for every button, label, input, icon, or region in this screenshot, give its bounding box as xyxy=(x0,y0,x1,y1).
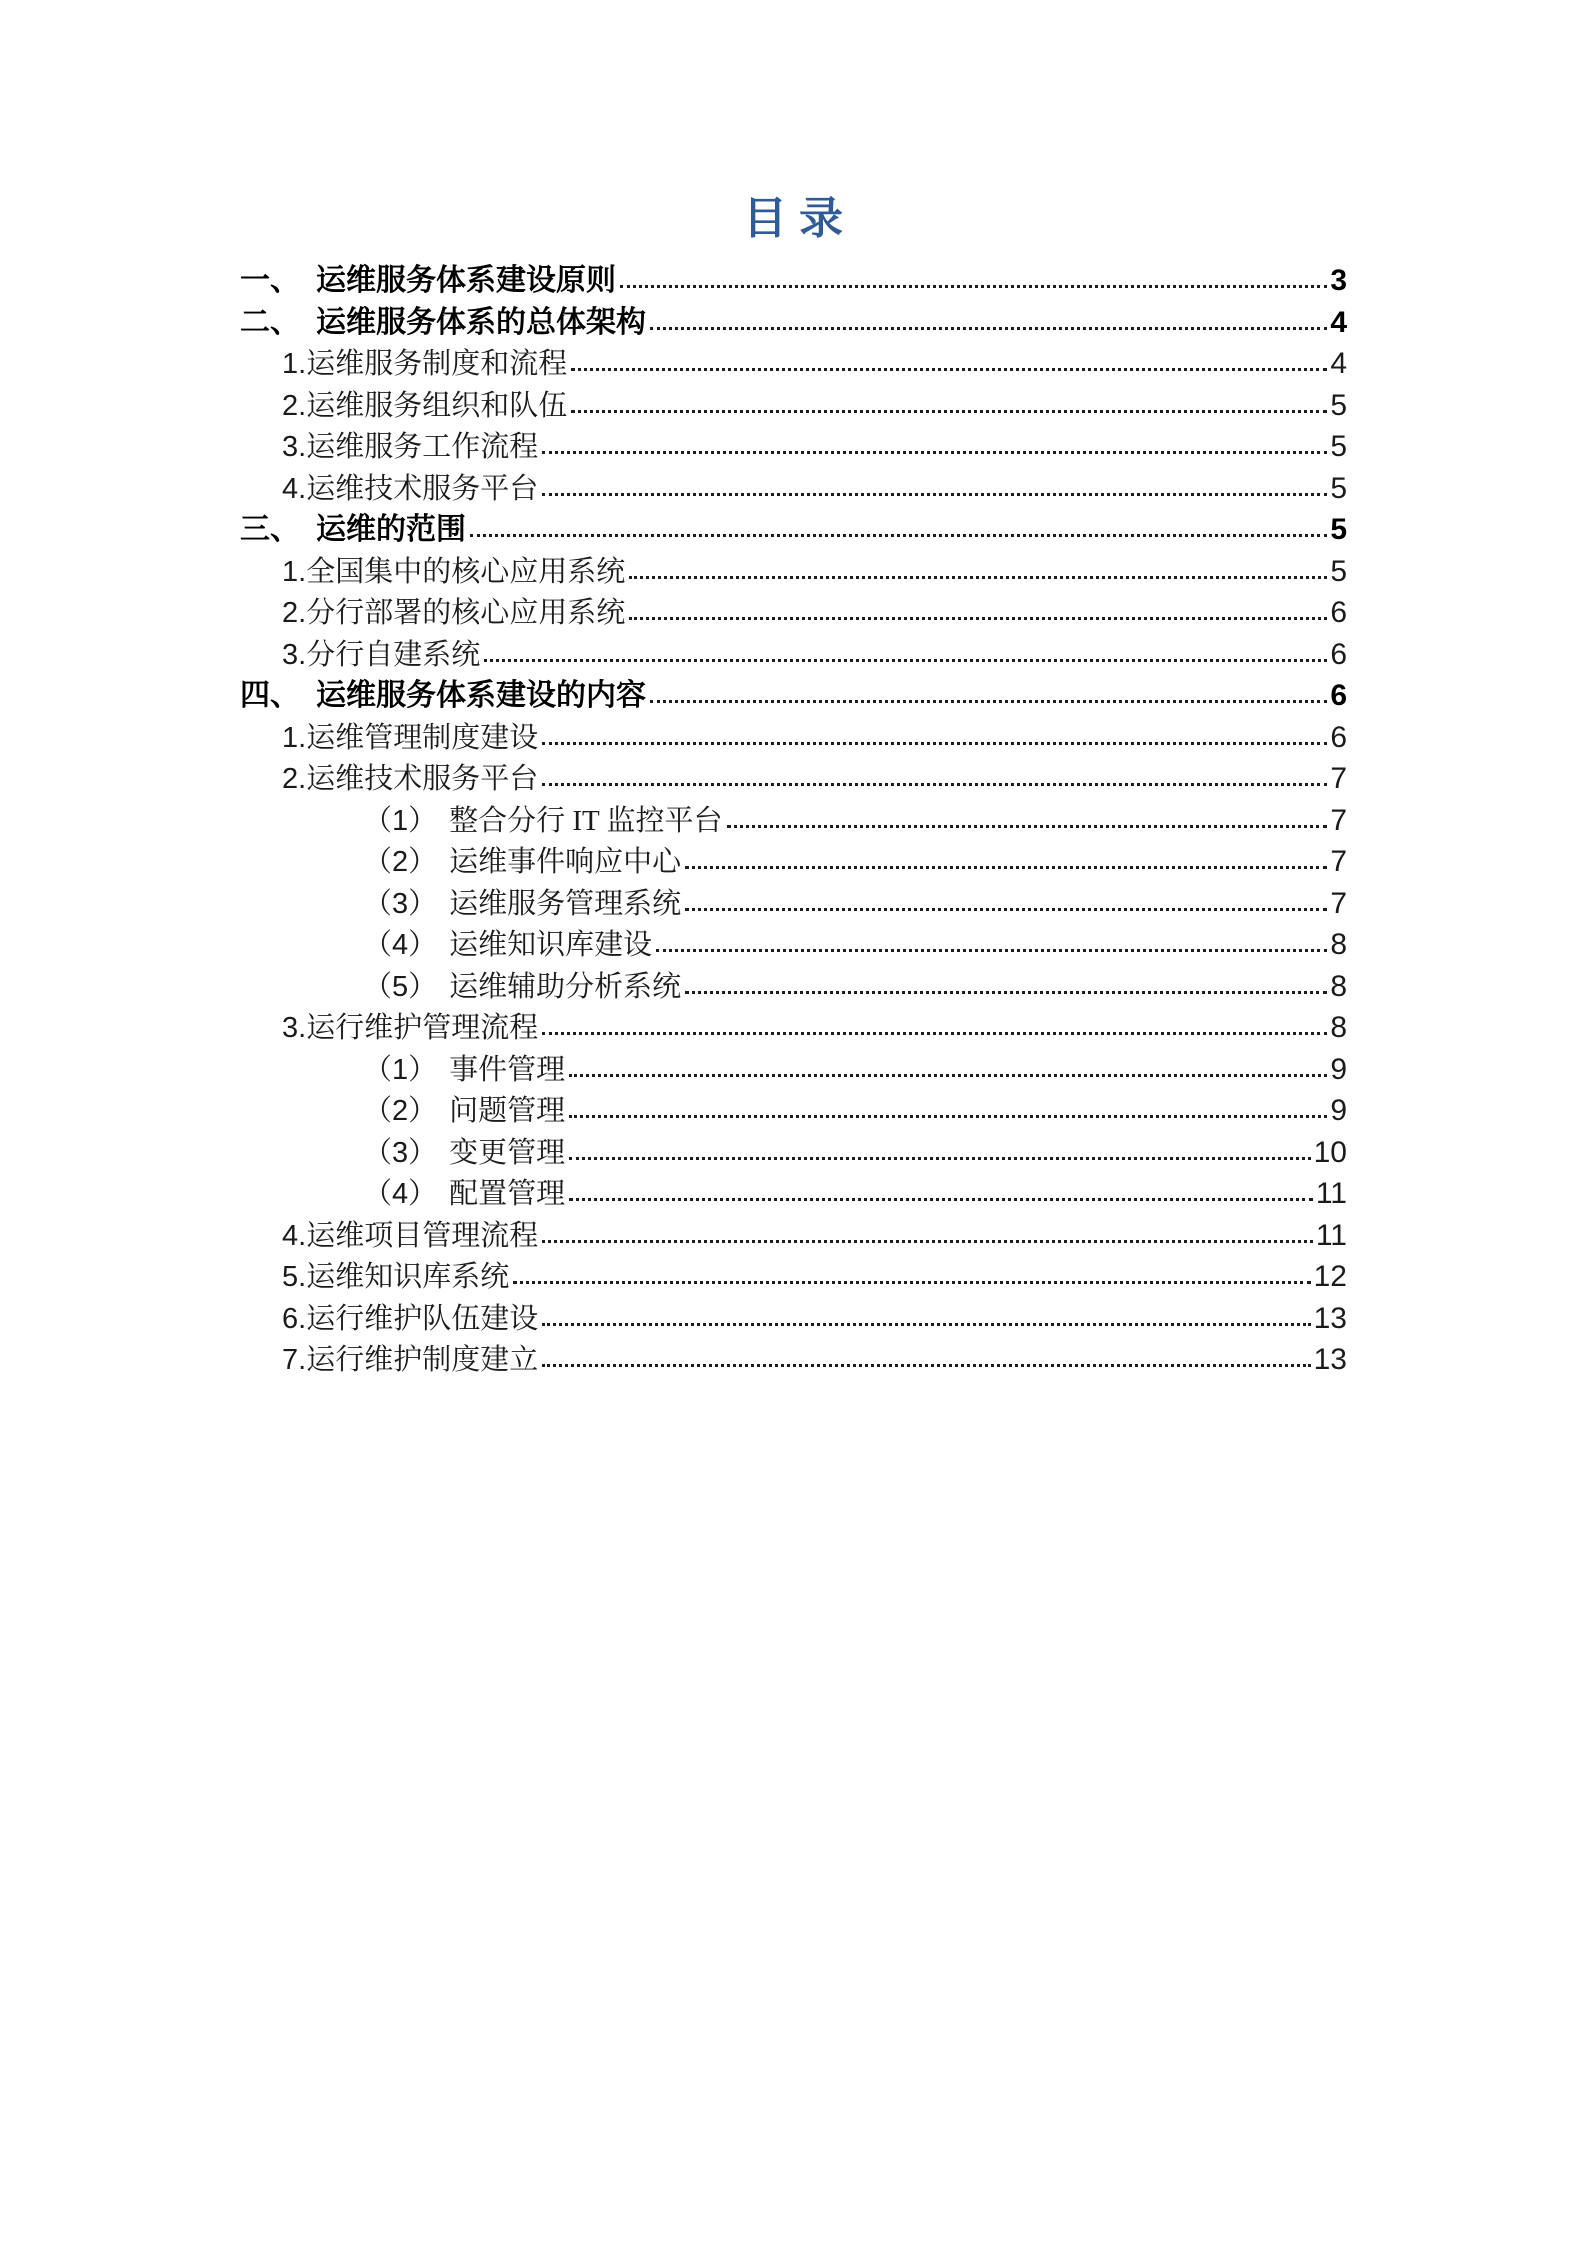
toc-entry[interactable] xyxy=(240,426,1347,468)
toc-entry-page: 10 xyxy=(1313,1135,1347,1169)
toc-entry-label: 运维知识库系统 xyxy=(306,1261,510,1293)
toc-entry-label: 事件管理 xyxy=(449,1053,566,1086)
toc-entry-label: 运维辅助分析系统 xyxy=(449,970,682,1003)
toc-entry[interactable] xyxy=(240,634,1347,676)
toc-entry[interactable] xyxy=(240,1339,1347,1381)
toc-entry[interactable] xyxy=(240,1173,1347,1215)
toc-entry[interactable] xyxy=(240,1007,1347,1049)
toc-entry-label: 运行维护管理流程 xyxy=(306,1012,539,1044)
dotted-leader xyxy=(629,576,1327,579)
toc-entry-number: （1） xyxy=(363,1053,438,1086)
toc-entry-number: 一、 xyxy=(240,264,300,297)
toc-entry-page: 11 xyxy=(1315,1177,1347,1210)
dotted-leader xyxy=(620,285,1327,288)
dotted-leader xyxy=(571,368,1327,371)
dotted-leader xyxy=(542,783,1327,786)
toc-entry-label: 分行部署的核心应用系统 xyxy=(306,597,626,629)
toc-entry-page: 6 xyxy=(1330,679,1347,712)
toc-entry-page: 7 xyxy=(1330,762,1347,795)
toc-entry-page: 13 xyxy=(1313,1343,1347,1376)
toc-entry[interactable] xyxy=(240,468,1347,510)
toc-entry[interactable] xyxy=(240,800,1347,842)
toc-entry[interactable] xyxy=(240,1049,1347,1091)
toc-entry-label: 运维服务体系建设原则 xyxy=(316,264,616,297)
toc-entry-number: 3. xyxy=(282,431,307,463)
dotted-leader xyxy=(569,1198,1313,1201)
toc-entry-page: 11 xyxy=(1315,1218,1347,1252)
toc-entry-label: 运维技术服务平台 xyxy=(306,763,539,795)
toc-entry-number: （2） xyxy=(363,846,438,878)
toc-entry[interactable] xyxy=(240,966,1347,1008)
dotted-leader xyxy=(569,1157,1310,1160)
toc-entry-label: 运维服务体系的总体架构 xyxy=(316,305,646,339)
toc-entry-label: 运维项目管理流程 xyxy=(306,1219,539,1252)
toc-entry-page: 7 xyxy=(1330,845,1347,878)
dotted-leader xyxy=(650,327,1327,330)
dotted-leader xyxy=(542,493,1327,496)
toc-entry-number: （4） xyxy=(363,1178,438,1210)
toc-entry-label: 问题管理 xyxy=(449,1095,566,1127)
toc-entry[interactable] xyxy=(240,883,1347,925)
toc-entry[interactable] xyxy=(240,841,1347,883)
dotted-leader xyxy=(542,1364,1310,1367)
toc-entry-label: 运行维护队伍建设 xyxy=(306,1302,539,1335)
toc-entry-page: 4 xyxy=(1330,347,1347,380)
toc-entry[interactable] xyxy=(240,1090,1347,1132)
toc-entry[interactable] xyxy=(240,551,1347,593)
toc-entry[interactable] xyxy=(240,1256,1347,1298)
dotted-leader xyxy=(656,949,1327,952)
toc-entry-label: 运维事件响应中心 xyxy=(449,846,682,878)
toc-entry[interactable] xyxy=(240,758,1347,800)
toc-entry-page: 5 xyxy=(1330,430,1347,463)
toc-entry-page: 7 xyxy=(1330,886,1347,920)
toc-entry-page: 7 xyxy=(1330,803,1347,837)
dotted-leader xyxy=(542,742,1327,745)
toc-entry[interactable] xyxy=(240,302,1347,344)
dotted-leader xyxy=(727,825,1328,828)
toc-entry-number: 4. xyxy=(282,472,307,505)
dotted-leader xyxy=(569,1115,1327,1118)
toc-entry-number: 2. xyxy=(282,389,307,422)
toc-entry[interactable] xyxy=(240,385,1347,427)
toc-entry-number: （4） xyxy=(363,929,438,961)
toc-entry[interactable] xyxy=(240,924,1347,966)
toc-entry-label: 分行自建系统 xyxy=(306,638,481,671)
toc-entry-number: （3） xyxy=(363,887,438,920)
dotted-leader xyxy=(470,534,1327,537)
toc-entry-number: 4. xyxy=(282,1219,307,1252)
toc-entry-number: 三、 xyxy=(240,513,300,546)
toc-entry-number: 1. xyxy=(282,721,307,754)
toc-entry[interactable] xyxy=(240,509,1347,551)
toc-entry[interactable] xyxy=(240,1215,1347,1257)
toc-entry[interactable] xyxy=(240,592,1347,634)
toc-entry[interactable] xyxy=(240,260,1347,302)
toc-entry-number: 1. xyxy=(282,348,307,380)
dotted-leader xyxy=(542,1032,1327,1035)
toc-entry-page: 8 xyxy=(1330,928,1347,961)
toc-entry-label: 运维服务管理系统 xyxy=(449,887,682,920)
dotted-leader xyxy=(650,700,1327,703)
toc-entry-page: 6 xyxy=(1330,596,1347,629)
toc-entry-number: 5. xyxy=(282,1261,307,1293)
toc-entry-label: 运维服务制度和流程 xyxy=(306,348,568,380)
toc-entry-number: （1） xyxy=(363,804,438,837)
toc-entry-label: 运维知识库建设 xyxy=(449,929,653,961)
toc-entry[interactable] xyxy=(240,1132,1347,1174)
toc-entry-number: （3） xyxy=(363,1136,438,1169)
toc-entry-number: 2. xyxy=(282,597,307,629)
toc-entry-number: 二、 xyxy=(240,305,300,339)
toc-entry-page: 5 xyxy=(1330,513,1347,546)
page-title: 目录 xyxy=(743,193,855,244)
toc-entry-label: 运维的范围 xyxy=(316,513,466,546)
toc-entry[interactable] xyxy=(240,675,1347,717)
toc-entry-page: 9 xyxy=(1330,1094,1347,1127)
toc-entry-label: 整合分行 IT 监控平台 xyxy=(449,804,723,837)
dotted-leader xyxy=(542,1323,1310,1326)
toc-entry-page: 8 xyxy=(1330,1011,1347,1044)
dotted-leader xyxy=(571,410,1327,413)
toc-entry-label: 运维管理制度建设 xyxy=(306,721,539,754)
toc-entry-label: 运行维护制度建立 xyxy=(306,1344,539,1376)
toc-entry-page: 3 xyxy=(1330,264,1347,297)
toc-entry-label: 配置管理 xyxy=(449,1178,566,1210)
dotted-leader xyxy=(513,1281,1310,1284)
toc-entry[interactable] xyxy=(240,1298,1347,1340)
toc-entry-page: 5 xyxy=(1330,388,1347,422)
toc-entry-page: 5 xyxy=(1330,554,1347,588)
toc-entry-page: 12 xyxy=(1313,1260,1347,1293)
toc-entry-label: 运维服务组织和队伍 xyxy=(306,389,568,422)
dotted-leader xyxy=(685,991,1327,994)
toc-entry-number: 3. xyxy=(282,1012,307,1044)
toc-entry-page: 6 xyxy=(1330,720,1347,754)
toc-entry-number: 3. xyxy=(282,638,307,671)
toc-entry-page: 9 xyxy=(1330,1052,1347,1086)
toc-entry-number: 7. xyxy=(282,1344,307,1376)
toc-entry-label: 运维服务体系建设的内容 xyxy=(316,679,646,712)
dotted-leader xyxy=(629,617,1327,620)
toc-entry-number: （2） xyxy=(363,1095,438,1127)
toc-entry-page: 6 xyxy=(1330,637,1347,671)
toc-entry-label: 全国集中的核心应用系统 xyxy=(306,555,626,588)
toc-entry-page: 4 xyxy=(1330,305,1347,339)
dotted-leader xyxy=(484,659,1327,662)
toc-entry-number: （5） xyxy=(363,970,438,1003)
toc-entry-page: 13 xyxy=(1313,1301,1347,1335)
dotted-leader xyxy=(685,866,1327,869)
dotted-leader xyxy=(569,1074,1327,1077)
toc-entry-number: 2. xyxy=(282,763,307,795)
toc-entry-number: 四、 xyxy=(240,679,300,712)
toc-entry-label: 运维技术服务平台 xyxy=(306,472,539,505)
toc-entry[interactable] xyxy=(240,717,1347,759)
dotted-leader xyxy=(542,1240,1313,1243)
toc-entry[interactable] xyxy=(240,343,1347,385)
toc-entry-label: 运维服务工作流程 xyxy=(306,431,539,463)
toc-entry-label: 变更管理 xyxy=(449,1136,566,1169)
toc-entry-number: 1. xyxy=(282,555,307,588)
toc-list xyxy=(0,260,1586,1381)
toc-entry-number: 6. xyxy=(282,1302,307,1335)
toc-entry-page: 5 xyxy=(1330,471,1347,505)
toc-entry-page: 8 xyxy=(1330,969,1347,1003)
dotted-leader xyxy=(542,451,1327,454)
dotted-leader xyxy=(685,908,1327,911)
